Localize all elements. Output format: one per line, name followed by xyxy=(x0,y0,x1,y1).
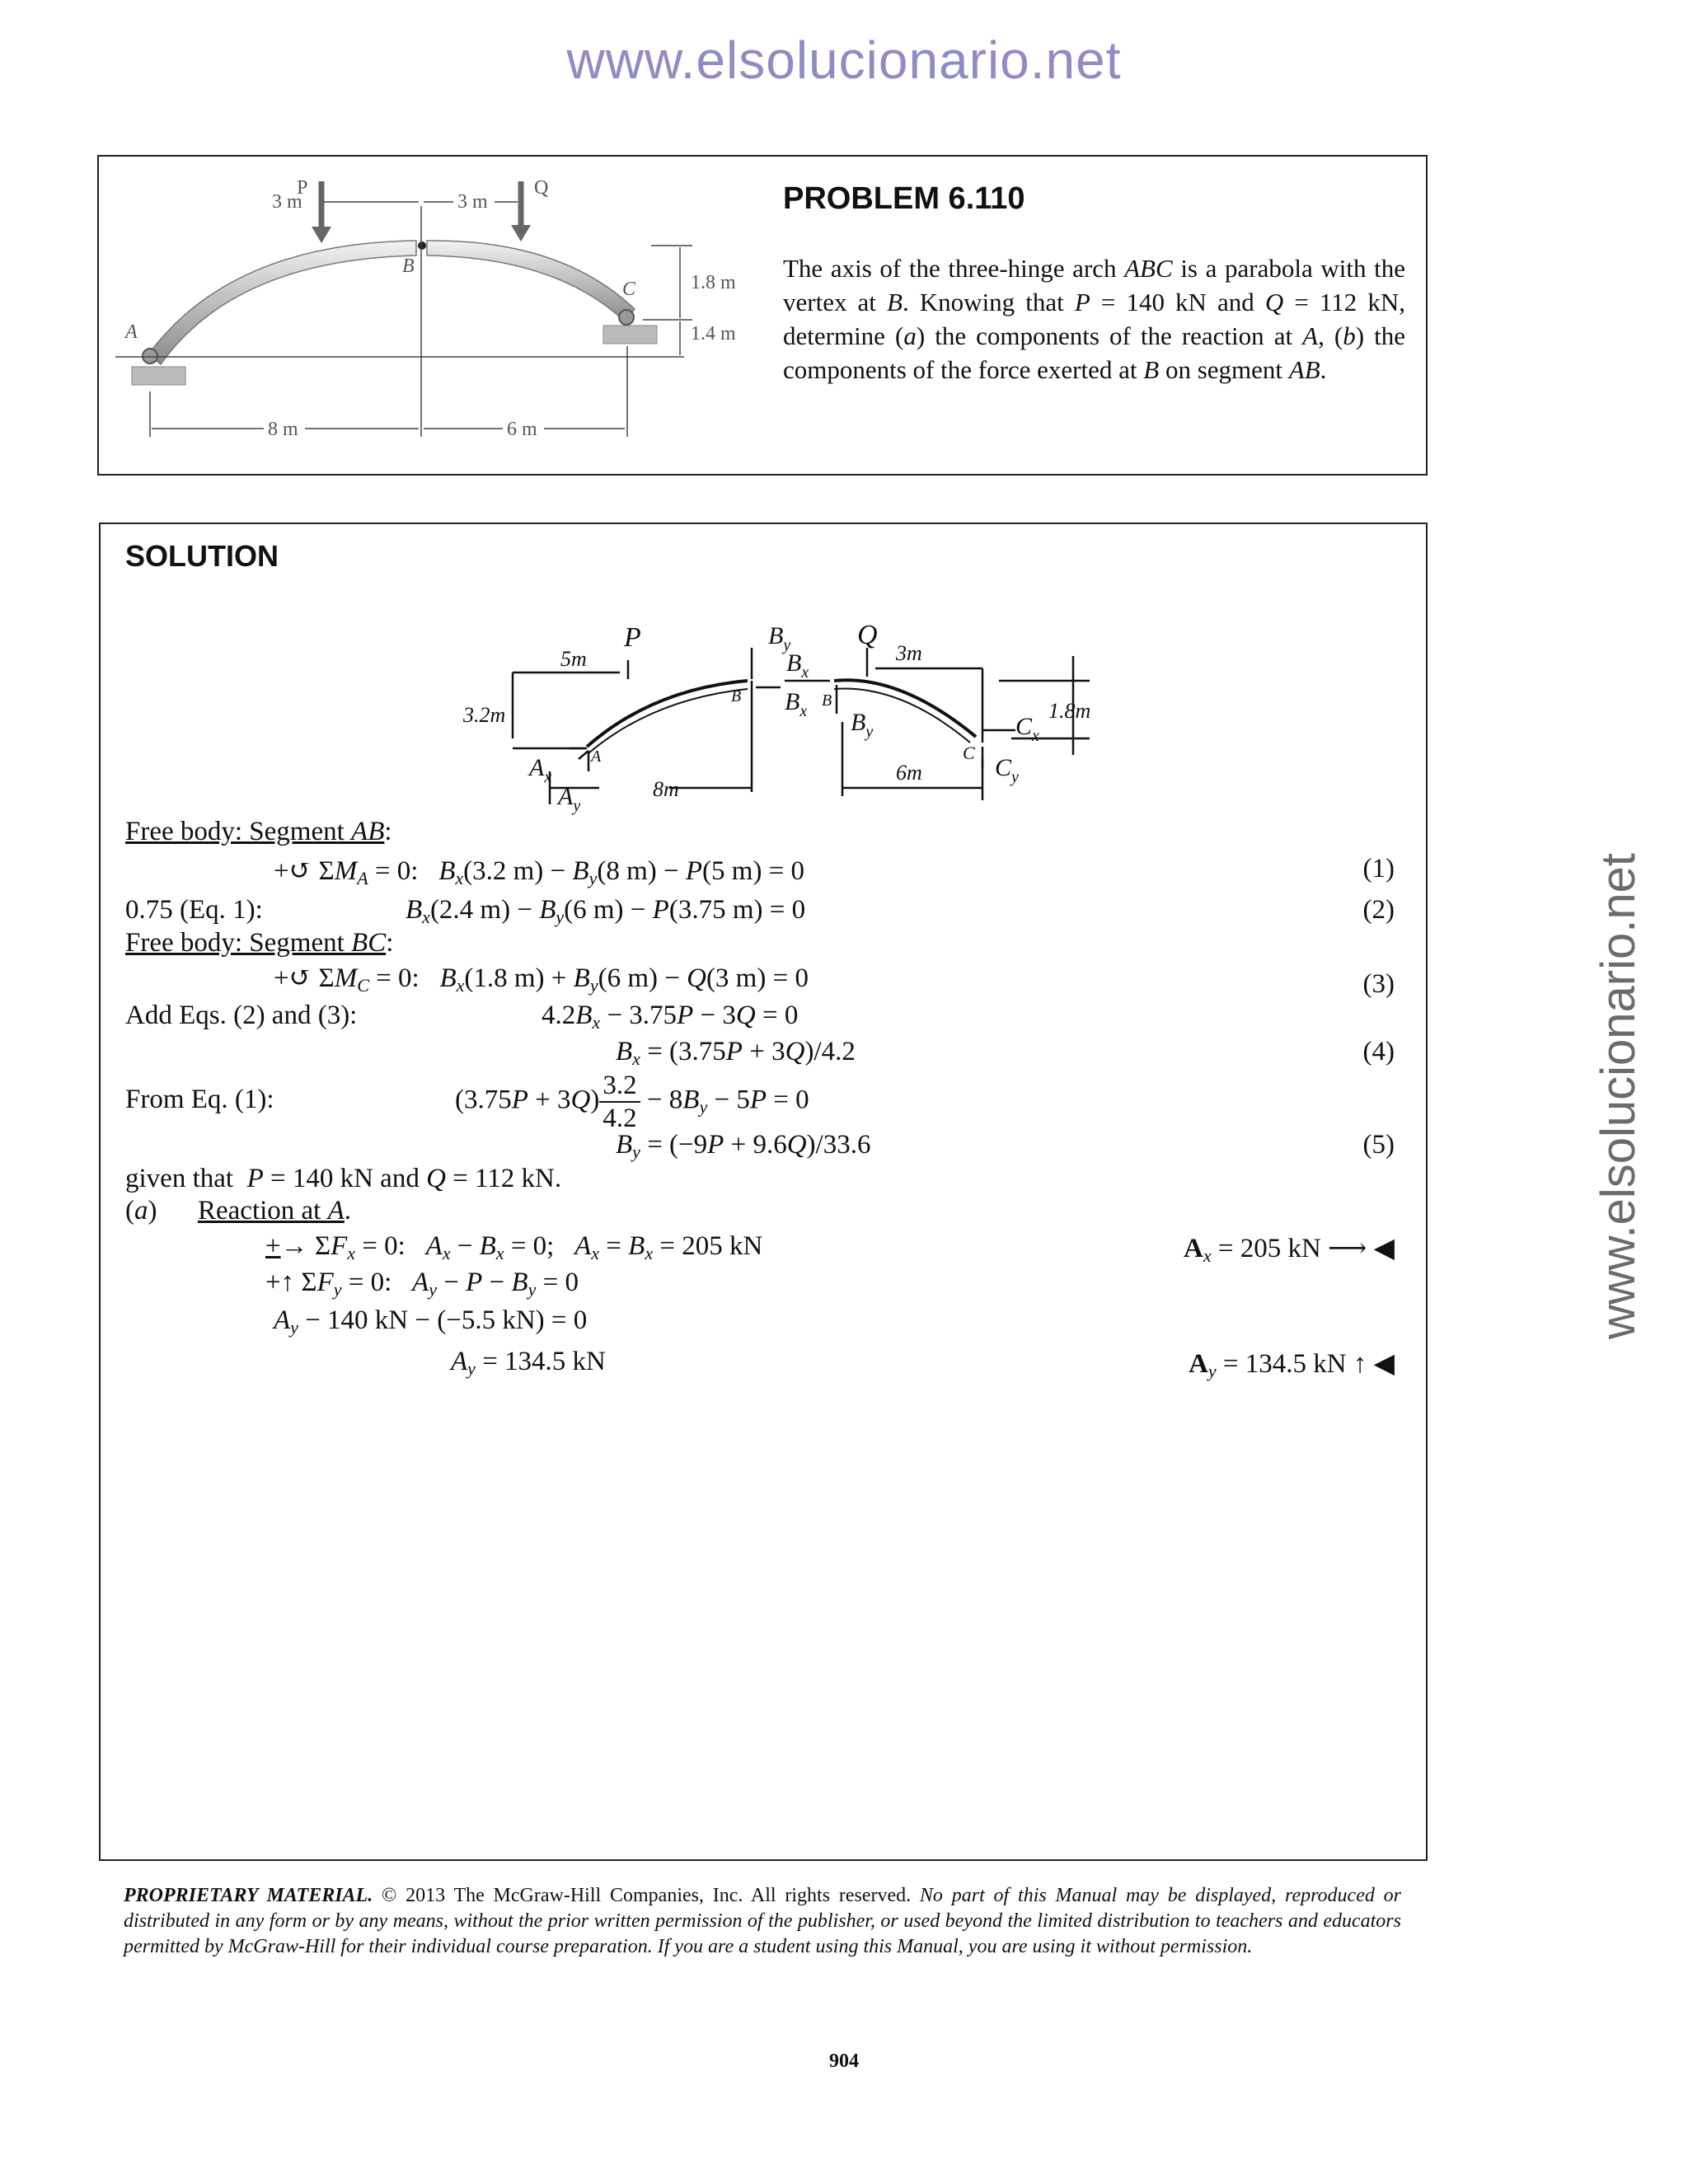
equation: +↺ $\Sigma M_C = 0$: $B_x(1.8$ $m) + B_y(6$ m) − Q(3 m) = 0 xyxy=(274,963,809,996)
solution-line-label: From Eq. (1): xyxy=(125,1085,274,1114)
dim-3m-left: 3 m xyxy=(272,191,302,213)
sketch-label-bx-ab: $B_x$ xyxy=(785,688,808,720)
support-c xyxy=(603,326,657,344)
solution-line-label: given that P = 140 kN and Q = 112 kN. xyxy=(125,1164,562,1193)
equation: $A_y - 140$ kN − (−5.5 kN) = 0 xyxy=(274,1305,588,1338)
solution-title: SOLUTION xyxy=(125,539,279,573)
watermark-top: www.elsolucionario.net xyxy=(566,30,1122,90)
sketch-dim-1-8m: 1.8m xyxy=(1048,699,1091,723)
equation-number: (1) xyxy=(1362,854,1395,883)
free-body-sketch xyxy=(406,598,1164,821)
equation: $B_y = (-9P + 9.6Q)/33.6$ xyxy=(616,1130,871,1162)
equation-number: (5) xyxy=(1362,1130,1395,1160)
equation: (3.75P + 3Q) $\frac{3.2}{4.2}$ − $8B_y - 5P = 0$ xyxy=(455,1071,809,1133)
solution-line-label: Add Eqs. (2) and (3): xyxy=(125,1001,358,1030)
label-p: P xyxy=(297,177,308,199)
solution-line-label: (a) Reaction at A. xyxy=(125,1196,352,1226)
label-c: C xyxy=(622,279,636,300)
equation-number: (3) xyxy=(1362,969,1395,999)
equation: +→ $\Sigma F_x = 0$: $A_x - B_x = 0$; $A_x = B_x = 205$ kN xyxy=(265,1231,763,1263)
problem-title: PROBLEM 6.110 xyxy=(783,181,1025,216)
equation: $B_x(2.4$ $m) - B_y(6$ m) − P(3.75 m) = 0 xyxy=(406,895,806,927)
equation: +↑ $\Sigma F_y = 0$: $A_y - P - B_y = 0$ xyxy=(265,1268,579,1300)
sketch-dim-3m: 3m xyxy=(896,641,922,665)
equation: $4.2B_x - 3.75P - 3Q = 0$ xyxy=(542,1001,799,1033)
dim-1-4m: 1.4 m xyxy=(691,323,736,344)
label-q: Q xyxy=(534,177,549,199)
sketch-dim-3-2m: 3.2m xyxy=(463,703,506,727)
sketch-dim-6m: 6m xyxy=(896,761,922,785)
equation-number: (2) xyxy=(1362,895,1395,925)
dim-3m-right: 3 m xyxy=(457,191,488,213)
problem-statement: The axis of the three-hinge arch ABC is a parabola with the vertex at B. Knowing that P = 140 kN and Q = 112 kN, determine (a) the components of the reaction at A, (b) the components of the force exerted at B on segment AB. xyxy=(783,254,1405,384)
page-number: 904 xyxy=(829,2050,859,2072)
solution-line-label: Free body: Segment BC: xyxy=(125,928,394,958)
sketch-label-b-ab: B xyxy=(731,687,742,705)
problem-box xyxy=(97,155,1428,476)
label-a: A xyxy=(125,321,138,343)
dim-8m: 8 m xyxy=(268,419,298,440)
solution-box xyxy=(99,523,1428,1861)
sketch-label-c: C xyxy=(963,743,975,763)
sketch-label-b-bc: B xyxy=(822,691,832,710)
answer: $A_x = 205$ kN ⟶ ◀ xyxy=(1184,1234,1395,1266)
sketch-label-a: A xyxy=(591,748,602,766)
sketch-label-cx: $C_x$ xyxy=(1015,713,1039,745)
equation: $B_x = (3.75P + 3Q)/4.2$ xyxy=(616,1037,856,1069)
equation: $A_y = 134.5$ kN xyxy=(451,1347,606,1379)
equation-number: (4) xyxy=(1362,1037,1395,1066)
sketch-label-by-bc: $B_y$ xyxy=(851,709,874,741)
watermark-side: www.elsolucionario.net xyxy=(1592,853,1645,1339)
arch-figure xyxy=(99,157,775,474)
sketch-dim-8m: 8m xyxy=(653,777,679,801)
sketch-label-ay: $A_y$ xyxy=(558,783,581,815)
dim-1-8m: 1.8 m xyxy=(691,272,736,293)
sketch-label-bx-bc: $B_x$ xyxy=(786,649,809,682)
arch-segment-bc xyxy=(427,241,635,321)
sketch-label-q: Q xyxy=(857,620,878,650)
sketch-label-ax: $A_x$ xyxy=(529,754,552,786)
solution-line-label: 0.75 (Eq. 1): xyxy=(125,895,263,925)
sketch-label-p: P xyxy=(624,622,641,653)
support-a xyxy=(132,367,185,385)
label-b: B xyxy=(402,255,415,277)
arch-segment-ab xyxy=(148,241,416,364)
sketch-dim-5m: 5m xyxy=(560,647,587,671)
dim-6m: 6 m xyxy=(507,419,537,440)
copyright-footer: PROPRIETARY MATERIAL. © 2013 The McGraw-Hill Companies, Inc. All rights reserved. No part of this Manual may be displayed, reproduced or distributed in any form or by any means, without the prior written permission of the publisher, or used beyond the limited distribution to teachers and educators permitted by McGraw-Hill for their individual course preparation. If you are a student using this Manual, you are using it without permission. xyxy=(124,1885,1401,1957)
answer: $A_y = 134.5$ kN ↑ ◀ xyxy=(1189,1349,1395,1381)
equation: +↺ $\Sigma M_A = 0$: $B_x(3.2$ $m) - B_y(8$ m) − P(5 m) = 0 xyxy=(274,856,805,888)
sketch-label-by-ab: $B_y$ xyxy=(768,622,791,654)
sketch-label-cy: $C_y$ xyxy=(995,754,1019,786)
solution-line-label: Free body: Segment AB: xyxy=(125,817,392,846)
